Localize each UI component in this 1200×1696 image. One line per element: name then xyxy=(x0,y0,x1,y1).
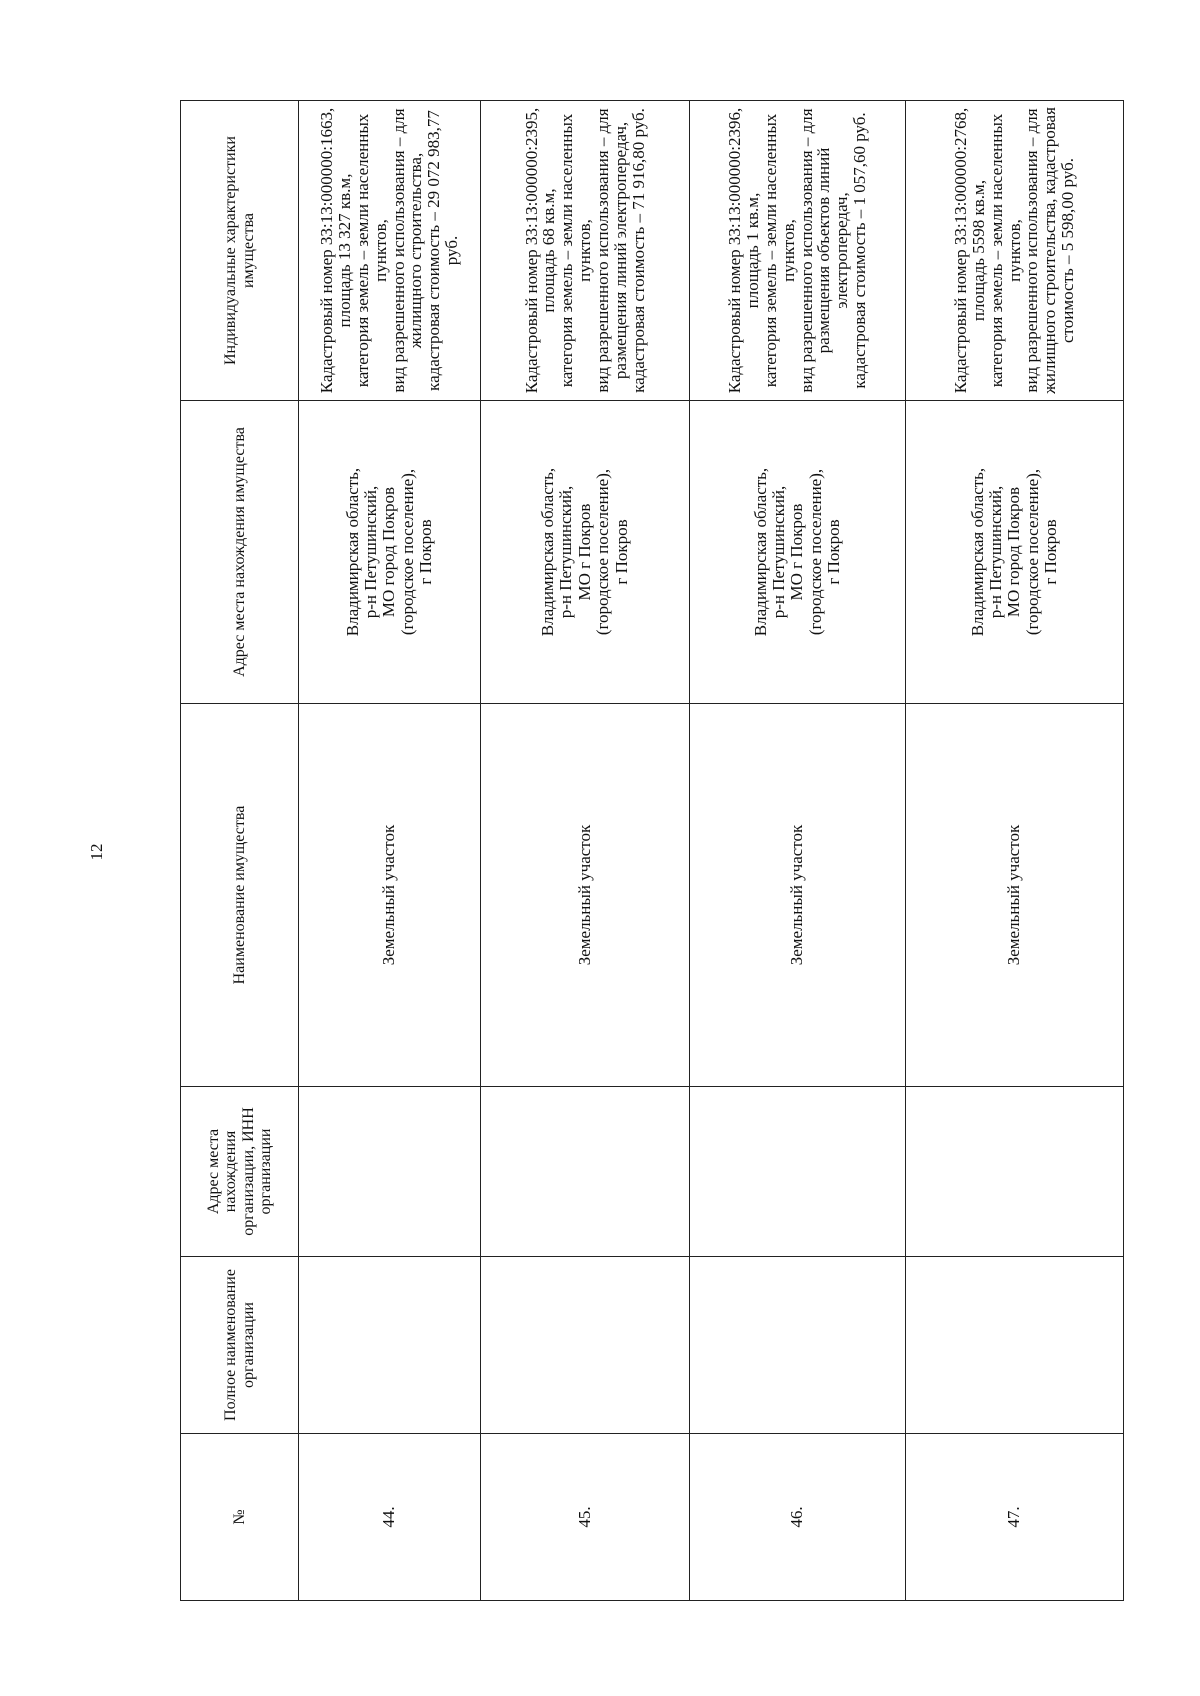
characteristics-line: жилищного строительства, кадастровая xyxy=(1040,107,1060,394)
org-name-cell xyxy=(481,1257,690,1434)
characteristics-line: кадастровая стоимость – 29 072 983,77 руб. xyxy=(424,110,462,391)
org-name-cell xyxy=(906,1257,1124,1434)
characteristics-cell xyxy=(481,101,690,401)
table-row xyxy=(690,101,906,1601)
characteristics-line: пунктов, xyxy=(370,219,390,282)
address-line: МО город Покров xyxy=(379,486,399,618)
header-org-address: Адрес места нахождения организации, ИНН организации xyxy=(181,1087,299,1257)
row-number: 46. xyxy=(690,1434,906,1601)
characteristics-line: кадастровая стоимость – 1 057,60 руб. xyxy=(850,112,870,389)
header-property-name: Наименование имущества xyxy=(181,704,299,1087)
property-address-cell xyxy=(906,401,1124,704)
characteristics-line: категория земель – земли населенных xyxy=(986,113,1006,388)
address-line: МО г Покров xyxy=(787,503,807,601)
property-name-cell: Земельный участок xyxy=(481,704,690,1087)
address-line: р-н Петушинский, xyxy=(768,485,788,619)
characteristics-line: вид разрешенного использования – для xyxy=(1022,108,1042,393)
property-address-cell xyxy=(481,401,690,704)
characteristics-line: вид разрешенного использования – для xyxy=(592,108,612,393)
row-number: 47. xyxy=(906,1434,1124,1601)
property-address-cell xyxy=(690,401,906,704)
characteristics-line: стоимость – 5 598,00 руб. xyxy=(1058,158,1078,343)
characteristics-line: вид разрешенного использования – для xyxy=(388,108,408,393)
characteristics-line: площадь 13 327 кв.м, xyxy=(334,173,354,328)
header-org-name: Полное наименование организации xyxy=(181,1257,299,1434)
org-address-cell xyxy=(690,1087,906,1257)
org-address-cell xyxy=(481,1087,690,1257)
characteristics-line: размещения объектов линий электропередач, xyxy=(814,147,852,354)
characteristics-cell xyxy=(299,101,481,401)
address-line: (городское поселение), xyxy=(593,468,613,636)
characteristics-line: пунктов, xyxy=(1004,219,1024,282)
characteristics-line: категория земель – земли населенных xyxy=(557,113,577,388)
characteristics-line: площадь 68 кв.м, xyxy=(539,188,559,313)
address-line: г Покров xyxy=(824,519,844,585)
property-name-cell: Земельный участок xyxy=(906,704,1124,1087)
org-address-cell xyxy=(299,1087,481,1257)
property-registry-table xyxy=(180,100,1124,1601)
property-table-container xyxy=(180,101,1123,1601)
header-characteristics: Индивидуальные характеристики имущества xyxy=(181,101,299,401)
table-row xyxy=(906,101,1124,1601)
address-line: Владимирская область, xyxy=(750,467,770,637)
characteristics-line: Кадастровый номер 33:13:000000:2395, xyxy=(521,107,541,394)
page-number: 12 xyxy=(87,843,106,861)
address-line: (городское поселение), xyxy=(805,468,825,636)
row-number: 45. xyxy=(481,1434,690,1601)
row-number: 44. xyxy=(299,1434,481,1601)
address-line: г Покров xyxy=(611,519,631,585)
org-address-cell xyxy=(906,1087,1124,1257)
characteristics-line: размещения линий электропередач, xyxy=(610,121,630,380)
address-line: р-н Петушинский, xyxy=(556,485,576,619)
header-number: № xyxy=(181,1434,299,1601)
property-name-cell: Земельный участок xyxy=(299,704,481,1087)
address-line: Владимирская область, xyxy=(538,467,558,637)
characteristics-line: Кадастровый номер 33:13:000000:2396, xyxy=(725,107,745,394)
address-line: (городское поселение), xyxy=(397,468,417,636)
table-row xyxy=(299,101,481,1601)
characteristics-line: площадь 5598 кв.м, xyxy=(968,179,988,322)
characteristics-line: Кадастровый номер 33:13:000000:2768, xyxy=(951,107,971,394)
address-line: г Покров xyxy=(1041,519,1061,585)
table-header-row xyxy=(181,101,299,1601)
characteristics-cell xyxy=(690,101,906,401)
address-line: МО г Покров xyxy=(574,503,594,601)
characteristics-line: категория земель – земли населенных xyxy=(352,113,372,388)
address-line: р-н Петушинский, xyxy=(360,485,380,619)
address-line: Владимирская область, xyxy=(967,467,987,637)
table-row xyxy=(481,101,690,1601)
address-line: МО город Покров xyxy=(1004,486,1024,618)
characteristics-line: пунктов, xyxy=(575,219,595,282)
address-line: (городское поселение), xyxy=(1022,468,1042,636)
address-line: р-н Петушинский, xyxy=(985,485,1005,619)
address-line: г Покров xyxy=(416,519,436,585)
characteristics-line: пунктов, xyxy=(778,219,798,282)
org-name-cell xyxy=(690,1257,906,1434)
characteristics-line: вид разрешенного использования – для xyxy=(796,108,816,393)
characteristics-line: жилищного строительства, xyxy=(406,152,426,349)
characteristics-line: Кадастровый номер 33:13:000000:1663, xyxy=(317,107,337,394)
property-address-cell xyxy=(299,401,481,704)
characteristics-line: площадь 1 кв.м, xyxy=(742,192,762,309)
org-name-cell xyxy=(299,1257,481,1434)
characteristics-line: кадастровая стоимость – 71 916,80 руб. xyxy=(628,108,648,393)
characteristics-line: категория земель – земли населенных xyxy=(760,113,780,388)
characteristics-cell xyxy=(906,101,1124,401)
property-name-cell: Земельный участок xyxy=(690,704,906,1087)
header-property-address: Адрес места нахождения имущества xyxy=(181,401,299,704)
address-line: Владимирская область, xyxy=(342,467,362,637)
